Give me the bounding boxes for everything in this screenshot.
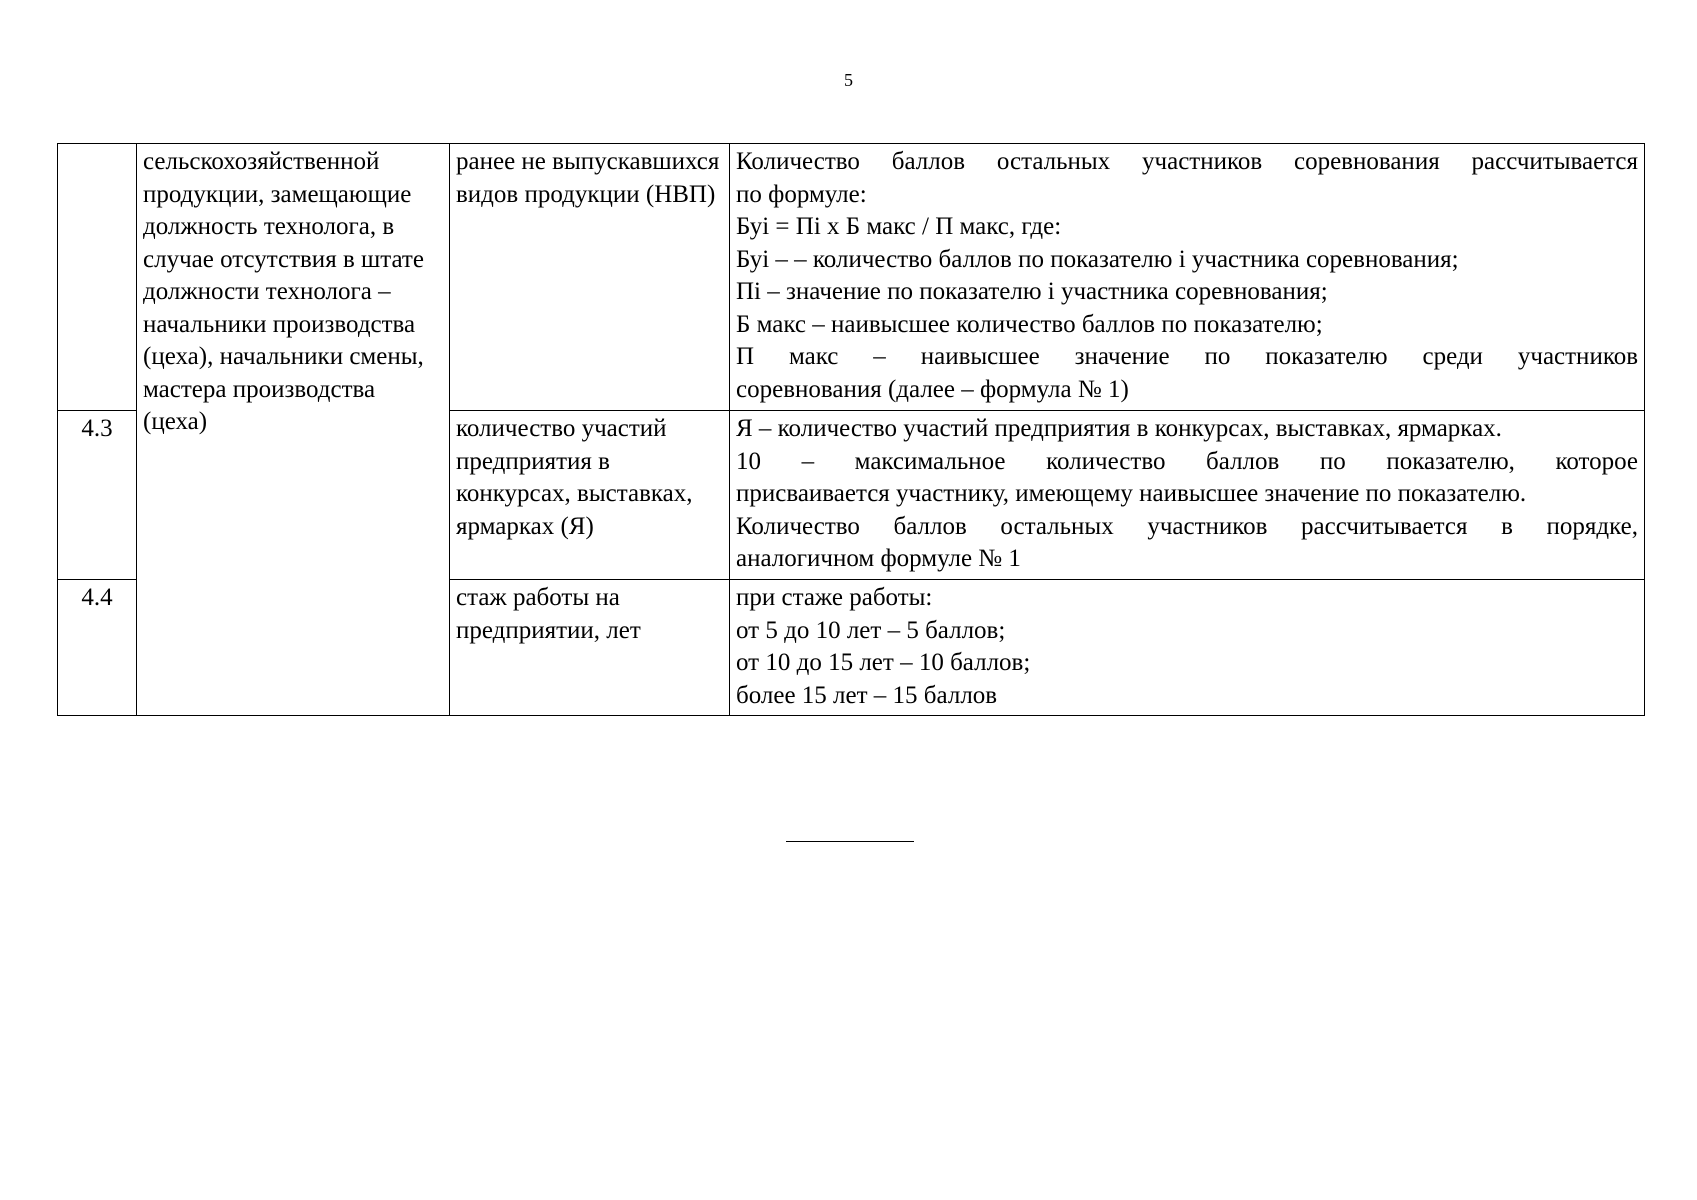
row-number-cell: 4.4 [58, 580, 137, 716]
description-line: Б макс – наивысшее количество баллов по показателю; [736, 310, 1323, 338]
participant-category-cell: сельскохозяйственной продукции, замещающие должность технолога, в случае отсутствия в штате должности технолога – начальники производства (цеха), начальники смены, мастера производства (цеха) [137, 144, 450, 716]
description-line: аналогичном формуле № 1 [736, 545, 1021, 572]
description-line: Буi = Пi х Б макс / П макс, где: [736, 213, 1062, 240]
row-number-cell: 4.3 [58, 411, 137, 580]
description-line: Буi – – количество баллов по показателю i участника соревнования; [736, 245, 1459, 273]
table-row [58, 144, 1645, 411]
description-cell [730, 411, 1645, 580]
indicator-cell: стаж работы на предприятии, лет [450, 580, 730, 716]
indicator-cell: количество участий предприятия в конкурсах, выставках, ярмарках (Я) [450, 411, 730, 580]
description-line: при стаже работы: [736, 584, 933, 611]
description-line: присваивается участнику, имеющему наивысшее значение по показателю. [736, 480, 1527, 507]
description-cell [730, 144, 1645, 411]
description-line: от 5 до 10 лет – 5 баллов; [736, 616, 1006, 644]
description-line: Пi – значение по показателю i участника соревнования; [736, 278, 1328, 305]
description-line: Количество баллов остальных участников рассчитывается в порядке, [736, 512, 1638, 540]
page-number: 5 [844, 70, 853, 90]
end-of-document-rule [786, 841, 914, 842]
indicator-cell: ранее не выпускавшихся видов продукции (НВП) [450, 144, 730, 411]
description-line: по формуле: [736, 180, 867, 208]
description-line: от 10 до 15 лет – 10 баллов; [736, 649, 1031, 676]
description-cell [730, 580, 1645, 716]
row-number-cell [58, 144, 137, 411]
description-line: более 15 лет – 15 баллов [736, 681, 998, 709]
description-line: П макс – наивысшее значение по показателю среди участников [736, 343, 1638, 370]
description-line: Я – количество участий предприятия в конкурсах, выставках, ярмарках. [736, 415, 1502, 442]
description-line: 10 – максимальное количество баллов по показателю, которое [736, 447, 1638, 475]
description-line: Количество баллов остальных участников соревнования рассчитывается [736, 148, 1638, 175]
description-line: соревнования (далее – формула № 1) [736, 375, 1129, 403]
criteria-table [57, 143, 1645, 716]
